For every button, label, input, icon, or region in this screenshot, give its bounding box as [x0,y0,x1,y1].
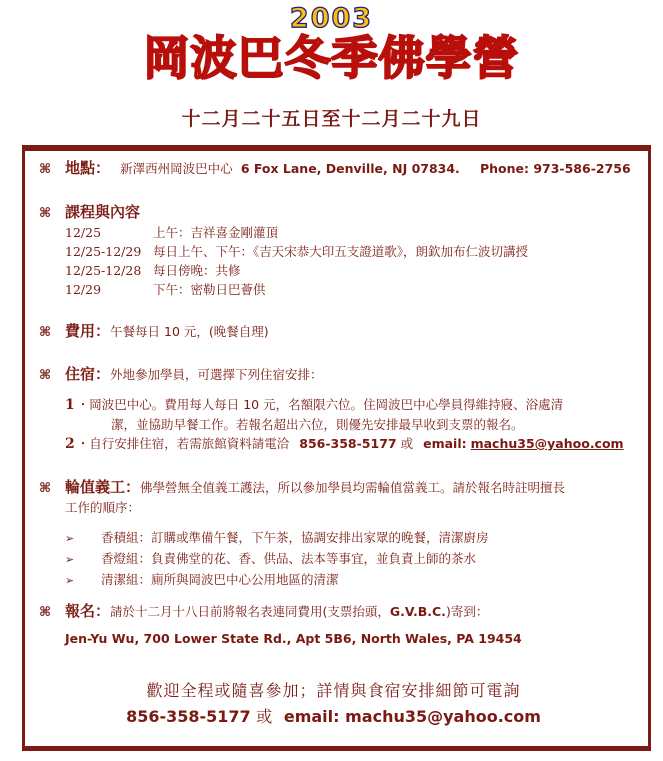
contact-phone: 856-358-5177 [126,707,251,726]
page-title: 岡波巴冬季佛學營 [143,31,520,85]
list-item [65,242,528,261]
bullet-icon: ⌘ [39,206,52,221]
info-box [22,145,651,751]
duty-list [65,528,489,591]
list-item [65,223,528,242]
duty-label: 輪值義工： [65,478,141,496]
register-label: 報名： [65,602,111,620]
lodging-option-2: 2 ・自行安排住宿，若需旅館資料請電洽 856-358-5177 或 email: machu35@yahoo.com [65,436,624,452]
bullet-icon: ⌘ [39,368,52,383]
bullet-icon: ⌘ [39,325,52,340]
course-desc: 每日上午、下午：《吉天宋恭大印五支證道歌》，朗欽加布仁波切講授 [153,244,529,259]
fee-text: 午餐每日 10 元，(晚餐自理) [110,324,269,339]
lodging-options [65,395,635,454]
location-place: 新澤西州岡波巴中心 [120,161,233,176]
courses-label: 課程與內容 [65,203,141,221]
course-date: 12/29 [65,282,102,297]
lodging-email-link[interactable]: machu35@yahoo.com [470,436,624,451]
year-heading: 2003 [289,3,374,34]
location-section [39,159,631,179]
list-item: ➢ 香燈組：負責佛堂的花、香、供品、法本等事宜，並負責上師的茶水 [65,549,489,570]
location-phone: Phone: 973-586-2756 [479,161,631,176]
lodging-label: 住宿： [65,365,111,383]
location-label: 地點： [65,159,111,177]
arrow-icon: ➢ [65,532,75,545]
arrow-icon: ➢ [65,574,75,587]
lodging-phone: 856-358-5177 [299,436,397,451]
contact-email-link[interactable]: machu35@yahoo.com [345,707,541,726]
register-section: ⌘ 報名：請於十二月十八日前將報名表連同費用(支票抬頭，G.V.B.C.)寄到： [39,602,489,620]
course-date: 12/25-12/28 [65,263,142,278]
welcome-text: 歡迎全程或隨喜參加；詳情與食宿安排細節可電詢 [146,681,521,700]
location-address: 6 Fox Lane, Denville, NJ 07834. [240,161,460,176]
register-address: Jen-Yu Wu, 700 Lower State Rd., Apt 5B6, North Wales, PA 19454 [65,631,522,646]
fee-section [39,322,269,342]
course-desc: 每日傍晚：共修 [153,263,241,278]
lodging-option-1: 1 ・岡波巴中心。費用每人每日 10 元，名額限六位。住岡波巴中心學員得維持寢、浴處清 [65,397,564,413]
arrow-icon: ➢ [65,553,75,566]
bullet-icon: ⌘ [39,162,52,177]
bullet-icon: ⌘ [39,481,52,496]
course-desc: 上午：吉祥喜金剛灌頂 [153,225,279,240]
lodging-text: 外地參加學員，可選擇下列住宿安排： [110,367,323,382]
fee-label: 費用： [65,322,111,340]
bullet-icon: ⌘ [39,605,52,620]
lodging-option-1-cont: 潔，並協助早餐工作。若報名超出六位，則優先安排最早收到支票的報名。 [111,417,524,432]
list-item [65,261,528,280]
payee: G.V.B.C. [389,604,446,619]
list-item [65,280,528,299]
lodging-section [39,365,323,385]
list-item: ➢ 香積組：訂購或準備午餐，下午茶，協調安排出家眾的晚餐，清潔廚房 [65,528,489,549]
duty-section: ⌘ 輪值義工：佛學營無全值義工護法，所以參加學員均需輪值當義工。請於報名時註明擅長 工作的順序： [39,478,566,515]
course-date: 12/25-12/29 [65,244,142,259]
course-desc: 下午：密勒日巴薈供 [153,282,266,297]
courses-section [39,203,140,223]
contact-line: 856-358-5177 或 email: machu35@yahoo.com [126,707,541,726]
event-dates: 十二月二十五日至十二月二十九日 [181,108,482,130]
course-schedule [65,223,528,299]
list-item: ➢ 清潔組：廁所與岡波巴中心公用地區的清潔 [65,570,489,591]
course-date: 12/25 [65,225,102,240]
